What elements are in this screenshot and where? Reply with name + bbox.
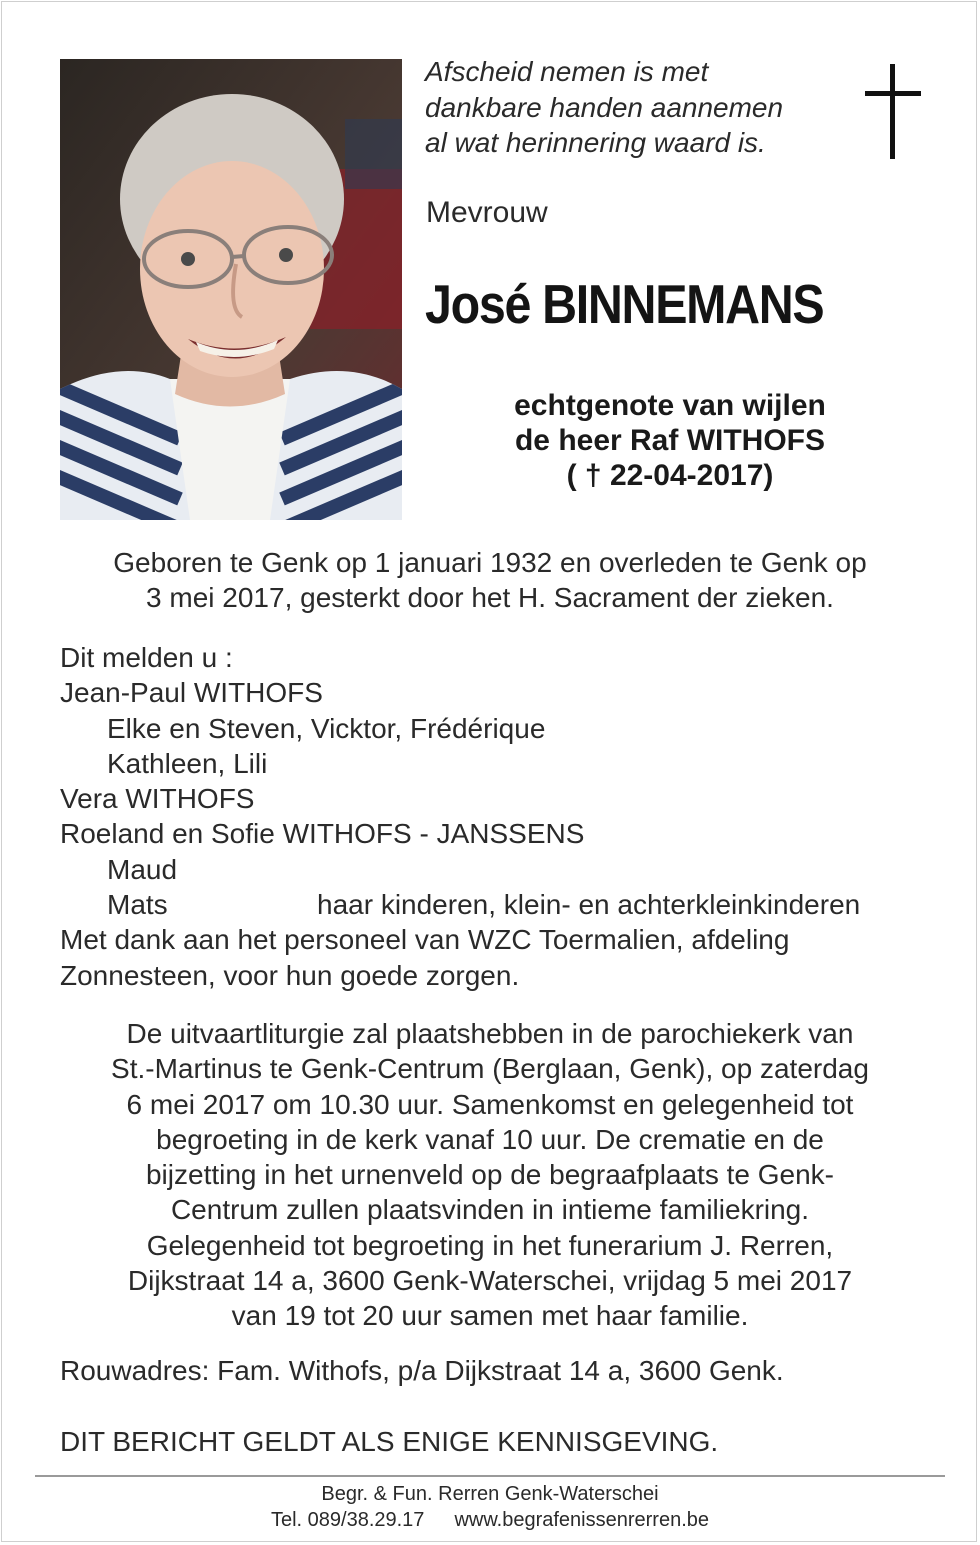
family-member: Mats (107, 889, 168, 921)
poem-line: al wat herinnering waard is. (425, 127, 766, 158)
spouse-line: ( † 22-04-2017) (566, 459, 774, 492)
family-member: Vera WITHOFS (60, 783, 255, 815)
birth-death-info (60, 545, 920, 616)
text-line: Geboren te Genk op 1 januari 1932 en overleden te Genk op (113, 547, 867, 578)
family-member-row (60, 887, 940, 922)
text-line: Centrum zullen plaatsvinden in intieme familiekring. (170, 1194, 810, 1226)
family-list (60, 640, 940, 993)
family-role: haar kinderen, klein- en achterkleinkinderen (317, 889, 861, 921)
family-member: Roeland en Sofie WITHOFS - JANSSENS (60, 818, 585, 850)
family-member: Elke en Steven, Vicktor, Frédérique (107, 712, 546, 744)
text-line: Gelegenheid tot begroeting in het funerarium J. Rerren, (146, 1229, 834, 1261)
honorific: Mevrouw (426, 196, 548, 229)
mourning-address: Rouwadres: Fam. Withofs, p/a Dijkstraat 14 a, 3600 Genk. (60, 1355, 784, 1386)
poem-line: dankbare handen aannemen (425, 91, 784, 123)
text-line: bijzetting in het urnenveld op de begraafplaats te Genk- (145, 1159, 834, 1191)
funeral-home-contact (0, 1507, 980, 1533)
deceased-name: José BINNEMANS (425, 273, 824, 335)
spouse-block (440, 388, 900, 493)
funeral-service-info (50, 1016, 930, 1334)
phone-number: Tel. 089/38.29.17 (270, 1509, 425, 1531)
spouse-line: echtgenote van wijlen (514, 389, 826, 422)
funeral-home-name: Begr. & Fun. Rerren Genk-Waterschei (321, 1483, 659, 1505)
notice-statement: DIT BERICHT GELDT ALS ENIGE KENNISGEVING. (60, 1426, 719, 1457)
family-intro: Dit melden u : (60, 642, 233, 673)
memorial-poem (425, 54, 845, 161)
family-member: Maud (107, 853, 178, 885)
cross-icon (865, 64, 921, 160)
divider (35, 1475, 945, 1477)
portrait-photo (60, 59, 402, 520)
thanks-line: Met dank aan het personeel van WZC Toermalien, afdeling (60, 924, 790, 956)
thanks-line: Zonnesteen, voor hun goede zorgen. (60, 959, 520, 991)
poem-line: Afscheid nemen is met (425, 56, 709, 87)
text-line: De uitvaartliturgie zal plaatshebben in de parochiekerk van (126, 1018, 854, 1049)
text-line: begroeting in de kerk vanaf 10 uur. De crematie en de (156, 1123, 824, 1155)
text-line: 3 mei 2017, gesterkt door het H. Sacrament der zieken. (146, 582, 834, 614)
website-link[interactable]: www.begrafenissenrerren.be (454, 1509, 710, 1531)
text-line: van 19 tot 20 uur samen met haar familie. (231, 1300, 749, 1332)
text-line: Dijkstraat 14 a, 3600 Genk-Waterschei, vrijdag 5 mei 2017 (127, 1265, 853, 1297)
family-member: Kathleen, Lili (107, 747, 268, 779)
text-line: St.-Martinus te Genk-Centrum (Berglaan, Genk), op zaterdag (111, 1053, 869, 1085)
spouse-line: de heer Raf WITHOFS (514, 424, 826, 457)
family-member: Jean-Paul WITHOFS (60, 677, 323, 709)
text-line: 6 mei 2017 om 10.30 uur. Samenkomst en gelegenheid tot (126, 1088, 854, 1120)
